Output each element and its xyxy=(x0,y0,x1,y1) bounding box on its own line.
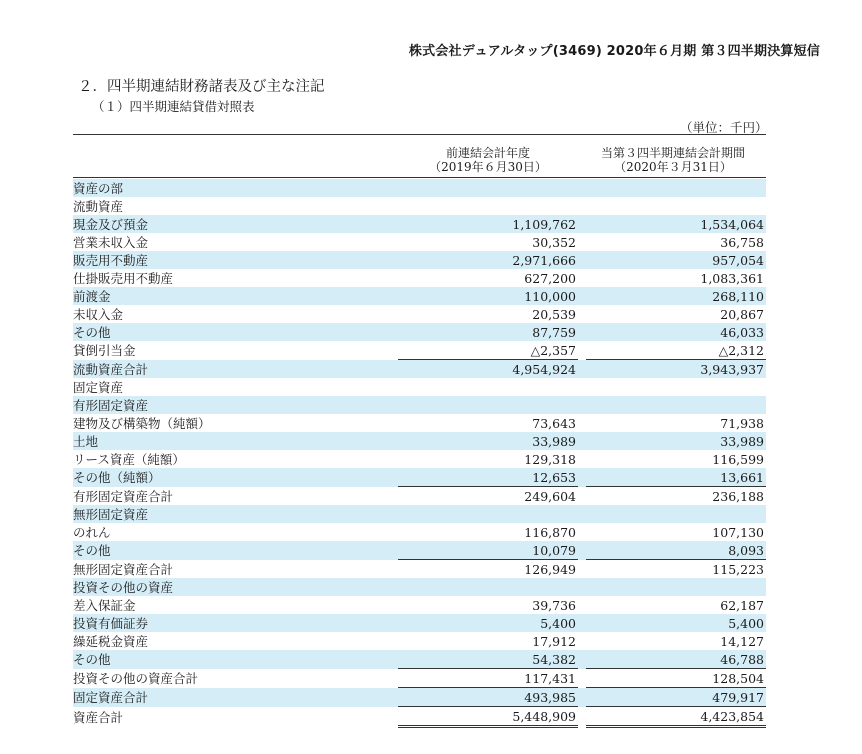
table-row xyxy=(73,650,766,669)
row-label: 流動資産 xyxy=(73,199,124,214)
prev-period-value-text: 10,079 xyxy=(532,542,576,558)
column-header-curr xyxy=(578,146,768,174)
column-gap xyxy=(578,432,586,450)
table-row xyxy=(73,251,766,269)
prev-period-value-text: △2,357 xyxy=(530,342,576,358)
prev-period-value xyxy=(398,233,578,251)
row-label: 投資有価証券 xyxy=(73,614,398,632)
table-row xyxy=(73,378,766,396)
curr-period-value-text: 46,033 xyxy=(720,324,764,340)
curr-period-value xyxy=(586,707,766,727)
subsection-title: （１）四半期連結貸借対照表 xyxy=(92,99,255,114)
prev-period-value xyxy=(398,305,578,323)
curr-period-value xyxy=(586,269,766,287)
table-row xyxy=(73,432,766,450)
row-label: 有形固定資産 xyxy=(73,396,398,414)
row-label: 未収入金 xyxy=(73,307,124,322)
prev-period-value-text: 126,949 xyxy=(524,561,576,577)
prev-period-value xyxy=(398,688,578,707)
curr-period-value xyxy=(586,669,766,688)
curr-period-value xyxy=(586,215,766,233)
table-row xyxy=(73,487,766,506)
column-gap xyxy=(578,197,586,215)
column-gap xyxy=(578,215,586,233)
curr-period-value-text xyxy=(764,199,766,214)
table-row xyxy=(73,197,766,215)
table-row xyxy=(73,233,766,251)
table-row xyxy=(73,523,766,541)
curr-period-value xyxy=(586,396,766,414)
column-header-prev-title: 前連結会計年度 xyxy=(445,146,530,160)
curr-period-value-text: 957,054 xyxy=(712,252,764,268)
prev-period-value-text xyxy=(576,507,578,522)
curr-period-value xyxy=(586,287,766,305)
table-row xyxy=(73,560,766,579)
row-label: 仕掛販売用不動産 xyxy=(73,271,174,286)
curr-period-value xyxy=(586,614,766,632)
curr-period-value-text: 4,423,854 xyxy=(700,708,764,724)
curr-period-value-text: 14,127 xyxy=(720,633,764,649)
curr-period-value xyxy=(586,560,766,579)
row-label: 資産の部 xyxy=(73,179,398,197)
curr-period-value-text: 268,110 xyxy=(712,288,764,304)
curr-period-value-text: 62,187 xyxy=(720,597,764,613)
curr-period-value-text: 46,788 xyxy=(720,651,764,667)
column-gap xyxy=(578,323,586,341)
column-gap xyxy=(578,650,586,669)
row-label: 繰延税金資産 xyxy=(73,634,149,649)
table-top-rule xyxy=(73,134,766,135)
curr-period-value-text: 5,400 xyxy=(728,615,764,631)
column-gap xyxy=(578,523,586,541)
table-row xyxy=(73,505,766,523)
row-label: 資産合計 xyxy=(73,709,124,725)
curr-period-value xyxy=(586,596,766,614)
prev-period-value-text: 33,989 xyxy=(532,433,576,449)
table-row xyxy=(73,669,766,688)
prev-period-value-text: 116,870 xyxy=(524,524,576,540)
prev-period-value-text xyxy=(576,580,578,595)
column-gap xyxy=(578,251,586,269)
curr-period-value xyxy=(586,378,766,396)
curr-period-value-text: 20,867 xyxy=(720,306,764,322)
table-row xyxy=(73,688,766,707)
row-label: 無形固定資産合計 xyxy=(73,561,174,577)
column-header-curr-title: 当第３四半期連結会計期間 xyxy=(600,146,745,160)
prev-period-value xyxy=(398,487,578,506)
row-label: 固定資産 xyxy=(73,380,124,395)
curr-period-value-text: 115,223 xyxy=(712,561,764,577)
curr-period-value xyxy=(586,450,766,468)
curr-period-value-text xyxy=(764,181,766,196)
prev-period-value-text: 129,318 xyxy=(524,451,576,467)
column-gap xyxy=(578,560,586,579)
curr-period-value-text: 479,917 xyxy=(712,689,764,705)
header-rule xyxy=(73,177,766,178)
curr-period-value xyxy=(586,650,766,669)
curr-period-value-text: 236,188 xyxy=(712,488,764,504)
row-label: 貸倒引当金 xyxy=(73,343,136,359)
prev-period-value xyxy=(398,251,578,269)
prev-period-value-text xyxy=(576,380,578,395)
column-gap xyxy=(578,414,586,432)
column-gap xyxy=(578,269,586,287)
prev-period-value xyxy=(398,669,578,688)
prev-period-value xyxy=(398,505,578,523)
prev-period-value-text xyxy=(576,181,578,196)
prev-period-value-text: 5,448,909 xyxy=(512,708,576,724)
column-gap xyxy=(578,233,586,251)
prev-period-value-text: 30,352 xyxy=(532,234,576,250)
row-label: 前渡金 xyxy=(73,287,398,305)
prev-period-value xyxy=(398,523,578,541)
row-label: リース資産（純額） xyxy=(73,452,185,467)
column-gap xyxy=(578,578,586,596)
curr-period-value xyxy=(586,360,766,379)
table-row xyxy=(73,707,766,727)
curr-period-value-text: 1,534,064 xyxy=(700,216,764,232)
curr-period-value-text: 116,599 xyxy=(712,451,764,467)
section-title: ２．四半期連結財務諸表及び主な注記 xyxy=(78,79,325,95)
prev-period-value-text: 73,643 xyxy=(532,415,576,431)
table-row xyxy=(73,179,766,197)
row-label: 現金及び預金 xyxy=(73,215,398,233)
curr-period-value xyxy=(586,487,766,506)
document-header: 株式会社デュアルタップ(3469) 2020年６月期 第３四半期決算短信 xyxy=(408,44,820,59)
row-label: 固定資産合計 xyxy=(73,688,398,707)
prev-period-value-text: 39,736 xyxy=(532,597,576,613)
curr-period-value xyxy=(586,632,766,650)
prev-period-value xyxy=(398,215,578,233)
prev-period-value xyxy=(398,414,578,432)
column-gap xyxy=(578,360,586,379)
row-label: 流動資産合計 xyxy=(73,360,398,379)
curr-period-value-text xyxy=(764,398,766,413)
prev-period-value-text: 2,971,666 xyxy=(512,252,576,268)
curr-period-value xyxy=(586,305,766,323)
curr-period-value xyxy=(586,233,766,251)
table-row xyxy=(73,596,766,614)
table-row xyxy=(73,396,766,414)
prev-period-value-text: 17,912 xyxy=(532,633,576,649)
column-gap xyxy=(578,669,586,688)
curr-period-value xyxy=(586,414,766,432)
curr-period-value-text: 3,943,937 xyxy=(700,361,764,377)
prev-period-value-text: 12,653 xyxy=(532,469,576,485)
prev-period-value xyxy=(398,468,578,487)
prev-period-value-text: 249,604 xyxy=(524,488,576,504)
column-gap xyxy=(578,305,586,323)
prev-period-value-text: 110,000 xyxy=(524,288,576,304)
curr-period-value xyxy=(586,505,766,523)
table-row xyxy=(73,215,766,233)
row-label: 土地 xyxy=(73,432,398,450)
curr-period-value-text: 1,083,361 xyxy=(700,270,764,286)
table-row xyxy=(73,269,766,287)
table-row xyxy=(73,287,766,305)
curr-period-value-text: 13,661 xyxy=(720,469,764,485)
curr-period-value-text: 36,758 xyxy=(720,234,764,250)
table-row xyxy=(73,360,766,379)
prev-period-value-text: 627,200 xyxy=(524,270,576,286)
column-gap xyxy=(578,505,586,523)
prev-period-value xyxy=(398,341,578,360)
column-gap xyxy=(578,179,586,197)
curr-period-value-text: △2,312 xyxy=(718,342,764,358)
prev-period-value-text: 493,985 xyxy=(524,689,576,705)
prev-period-value-text: 1,109,762 xyxy=(512,216,576,232)
column-gap xyxy=(578,450,586,468)
column-gap xyxy=(578,468,586,487)
curr-period-value-text: 8,093 xyxy=(728,542,764,558)
column-gap xyxy=(578,596,586,614)
prev-period-value-text: 54,382 xyxy=(532,651,576,667)
column-gap xyxy=(578,632,586,650)
prev-period-value xyxy=(398,450,578,468)
curr-period-value xyxy=(586,432,766,450)
row-label: 投資その他の資産合計 xyxy=(73,671,199,686)
table-row xyxy=(73,468,766,487)
prev-period-value xyxy=(398,396,578,414)
curr-period-value xyxy=(586,523,766,541)
prev-period-value xyxy=(398,560,578,579)
row-label: 有形固定資産合計 xyxy=(73,488,174,504)
curr-period-value xyxy=(586,251,766,269)
row-label: その他 xyxy=(73,650,398,669)
column-gap xyxy=(578,688,586,707)
table-row xyxy=(73,614,766,632)
row-label: その他（純額） xyxy=(73,468,398,487)
curr-period-value-text: 71,938 xyxy=(720,415,764,431)
column-header-curr-date: （2020年３月31日） xyxy=(614,160,732,174)
balance-sheet-table xyxy=(73,179,766,728)
table-row xyxy=(73,305,766,323)
table-row xyxy=(73,323,766,341)
column-gap xyxy=(578,707,586,727)
row-label: 販売用不動産 xyxy=(73,251,398,269)
column-header-prev xyxy=(398,146,578,174)
prev-period-value xyxy=(398,650,578,669)
curr-period-value xyxy=(586,578,766,596)
prev-period-value xyxy=(398,197,578,215)
curr-period-value-text: 33,989 xyxy=(720,433,764,449)
prev-period-value xyxy=(398,541,578,560)
prev-period-value-text: 117,431 xyxy=(524,670,576,686)
curr-period-value-text: 107,130 xyxy=(712,524,764,540)
column-gap xyxy=(578,287,586,305)
curr-period-value xyxy=(586,323,766,341)
curr-period-value xyxy=(586,688,766,707)
curr-period-value xyxy=(586,468,766,487)
prev-period-value xyxy=(398,632,578,650)
prev-period-value xyxy=(398,707,578,727)
curr-period-value-text xyxy=(764,580,766,595)
prev-period-value xyxy=(398,323,578,341)
curr-period-value xyxy=(586,341,766,360)
column-header-prev-date: （2019年６月30日） xyxy=(429,160,547,174)
table-row xyxy=(73,450,766,468)
row-label: 建物及び構築物（純額） xyxy=(73,416,211,431)
row-label: 営業未収入金 xyxy=(73,235,149,250)
prev-period-value xyxy=(398,360,578,379)
row-label: のれん xyxy=(73,525,111,540)
table-row xyxy=(73,578,766,596)
row-label: 差入保証金 xyxy=(73,598,136,613)
column-gap xyxy=(578,378,586,396)
prev-period-value xyxy=(398,614,578,632)
column-gap xyxy=(578,396,586,414)
column-gap xyxy=(578,341,586,360)
prev-period-value-text: 5,400 xyxy=(540,615,576,631)
prev-period-value xyxy=(398,269,578,287)
curr-period-value xyxy=(586,179,766,197)
table-row xyxy=(73,632,766,650)
curr-period-value-text xyxy=(764,380,766,395)
column-gap xyxy=(578,614,586,632)
row-label: 投資その他の資産 xyxy=(73,578,398,596)
row-label: その他 xyxy=(73,323,398,341)
column-gap xyxy=(578,487,586,506)
prev-period-value xyxy=(398,287,578,305)
prev-period-value xyxy=(398,179,578,197)
curr-period-value-text xyxy=(764,507,766,522)
table-row xyxy=(73,541,766,560)
prev-period-value-text xyxy=(576,398,578,413)
prev-period-value xyxy=(398,432,578,450)
prev-period-value xyxy=(398,578,578,596)
prev-period-value-text: 4,954,924 xyxy=(512,361,576,377)
column-gap xyxy=(578,541,586,560)
row-label: 無形固定資産 xyxy=(73,505,398,523)
curr-period-value xyxy=(586,541,766,560)
curr-period-value xyxy=(586,197,766,215)
prev-period-value-text: 20,539 xyxy=(532,306,576,322)
prev-period-value xyxy=(398,378,578,396)
prev-period-value-text xyxy=(576,199,578,214)
curr-period-value-text: 128,504 xyxy=(712,670,764,686)
table-row xyxy=(73,414,766,432)
unit-label: （単位：千円） xyxy=(680,120,768,135)
row-label: その他 xyxy=(73,541,398,560)
prev-period-value xyxy=(398,596,578,614)
table-row xyxy=(73,341,766,360)
prev-period-value-text: 87,759 xyxy=(532,324,576,340)
